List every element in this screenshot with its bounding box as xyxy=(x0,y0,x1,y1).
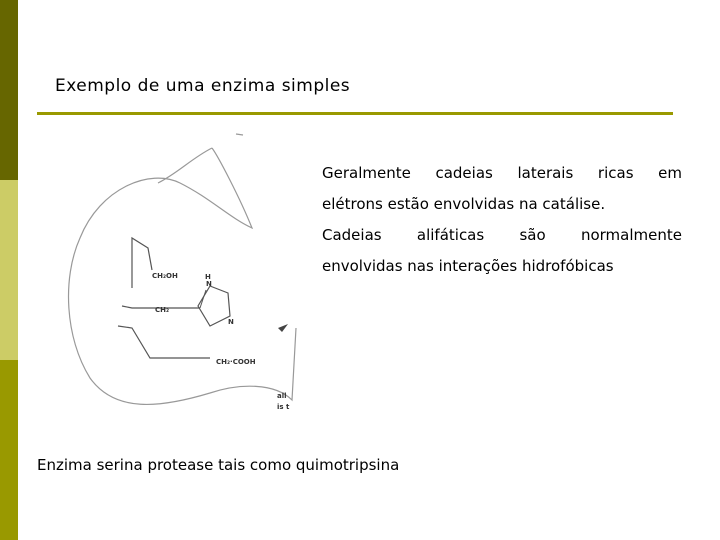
paragraph2-line1: Cadeias alifáticas são normalmente xyxy=(322,226,682,244)
arrow-fragment xyxy=(278,324,288,332)
side-chain-bonds xyxy=(118,238,210,358)
paragraph1-line1: Geralmente cadeias laterais ricas em xyxy=(322,164,682,182)
enzyme-diagram xyxy=(60,128,310,428)
label-n-top: N xyxy=(206,280,212,288)
paragraph1-line2: elétrons estão envolvidas na catálise. xyxy=(322,195,606,213)
paragraph2-line2: envolvidas nas interações hidrofóbicas xyxy=(322,257,614,275)
title-underline xyxy=(37,112,673,115)
label-n-bottom: N xyxy=(228,318,234,326)
body-text xyxy=(322,158,682,282)
label-h: H xyxy=(205,273,211,281)
label-ch2cooh: CH₂·COOH xyxy=(216,358,256,366)
side-bar-middle xyxy=(0,180,18,360)
label-frag1: all xyxy=(277,392,287,400)
side-bar-bottom xyxy=(0,360,18,540)
label-ch2oh: CH₂OH xyxy=(152,272,178,280)
enzyme-outline-left xyxy=(158,148,212,183)
label-frag2: is t xyxy=(277,403,290,411)
label-ch2: CH₂ xyxy=(155,306,170,314)
slide-title: Exemplo de uma enzima simples xyxy=(55,76,351,96)
enzyme-outline xyxy=(69,134,296,404)
imidazole-ring xyxy=(198,286,230,326)
figure-caption: Enzima serina protease tais como quimotripsina xyxy=(37,456,400,474)
side-bar-top xyxy=(0,0,18,180)
